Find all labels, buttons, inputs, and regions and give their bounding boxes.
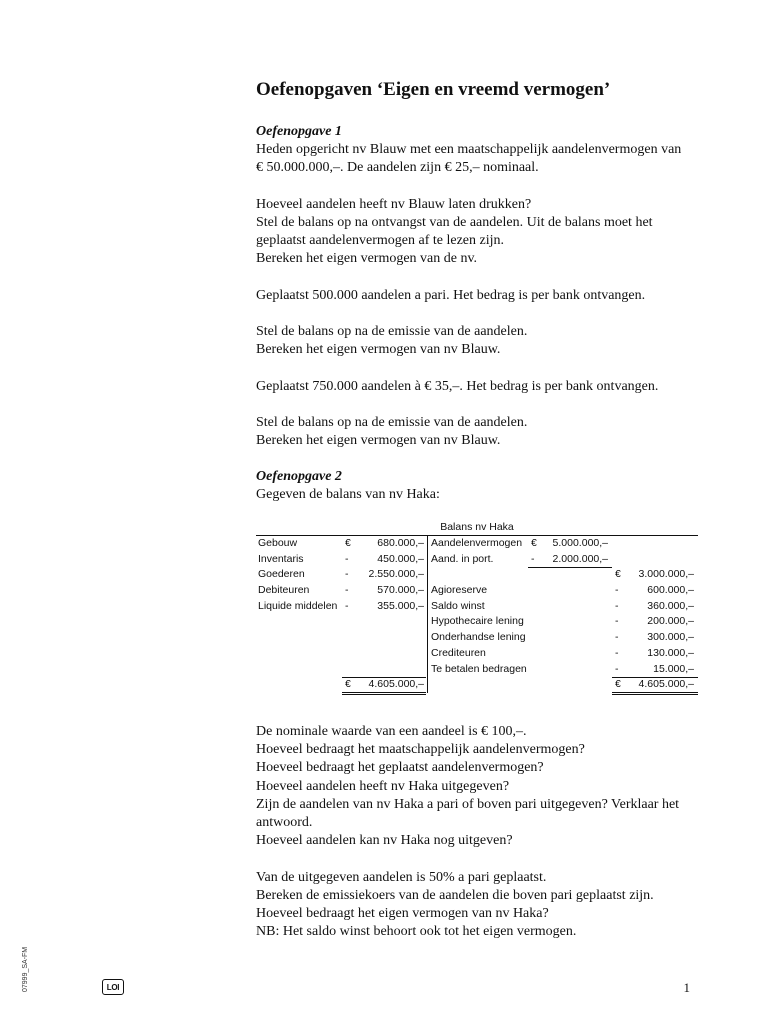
balance-cell-ramt2: 3.000.000,–: [638, 568, 694, 581]
balance-cell-rcur1: -: [531, 552, 535, 565]
balance-total-lamt: 4.605.000,–: [368, 678, 424, 691]
balance-cell-lcur: -: [345, 584, 349, 597]
loi-logo: LOI: [102, 979, 124, 995]
exercise-1-text-line: Bereken het eigen vermogen van de nv.: [256, 251, 478, 267]
balance-cell-rcur2: -: [615, 599, 619, 612]
balance-sheet-table: [256, 535, 698, 693]
balance-cell-lname: Gebouw: [258, 537, 298, 549]
exercise-2-text-line: Hoeveel bedraagt het eigen vermogen van nv Haka?: [256, 906, 549, 922]
exercise-1-text-line: Heden opgericht nv Blauw met een maatschappelijk aandelenvermogen van: [256, 142, 682, 158]
exercise-1-text-line: Geplaatst 750.000 aandelen à € 35,–. Het bedrag is per bank ontvangen.: [256, 378, 659, 394]
balance-row: [256, 536, 698, 552]
exercise-2-text-line: Hoeveel aandelen heeft nv Haka uitgegeven?: [256, 778, 510, 794]
exercise-2-text-line: Hoeveel bedraagt het maatschappelijk aandelenvermogen?: [256, 742, 585, 758]
balance-total-lcur: €: [345, 678, 351, 691]
balance-row: [256, 630, 698, 646]
total-rule-left: [342, 677, 426, 678]
balance-cell-lcur: €: [345, 537, 351, 549]
balance-cell-lcur: -: [345, 552, 349, 565]
balance-cell-lcur: -: [345, 568, 349, 581]
exercise-2-intro: Gegeven de balans van nv Haka:: [256, 487, 440, 503]
exercise-1-text-line: Stel de balans op na ontvangst van de aandelen. Uit de balans moet het: [256, 215, 653, 230]
balance-row: [256, 552, 698, 568]
total-rule-right: [612, 677, 698, 678]
balance-cell-lname: Goederen: [258, 568, 305, 581]
balance-cell-rcur1: €: [531, 537, 537, 549]
paragraph-gap: [256, 178, 706, 196]
page-title: Oefenopgaven ‘Eigen en vreemd vermogen’: [256, 79, 611, 100]
balance-row: [256, 599, 698, 615]
exercise-1-text-line: € 50.000.000,–. De aandelen zijn € 25,– nominaal.: [256, 160, 539, 176]
page-number: 1: [683, 980, 690, 995]
balance-sheet-title: Balans nv Haka: [440, 521, 514, 533]
balance-cell-rcur2: -: [615, 646, 619, 659]
balance-row: [256, 646, 698, 662]
double-rule-left: [342, 692, 426, 695]
exercise-1-text-line: Stel de balans op na de emissie van de aandelen.: [256, 324, 528, 340]
balance-cell-rcur2: -: [615, 584, 619, 597]
exercise-1-text-line: Hoeveel aandelen heeft nv Blauw laten drukken?: [256, 196, 532, 212]
balance-cell-rcur2: -: [615, 631, 619, 644]
paragraph-gap: [256, 305, 706, 323]
exercise-1-text-line: Geplaatst 500.000 aandelen a pari. Het bedrag is per bank ontvangen.: [256, 287, 646, 303]
balance-cell-rname: Hypothecaire lening: [431, 615, 524, 628]
balance-cell-lamt: 450.000,–: [377, 552, 424, 565]
balance-cell-rname: Onderhandse lening: [431, 631, 526, 644]
paragraph-gap: [256, 360, 706, 378]
balance-cell-lname: Liquide middelen: [258, 599, 338, 612]
exercise-2-text-line: Hoeveel aandelen kan nv Haka nog uitgeven?: [256, 833, 513, 849]
balance-cell-rname: Aandelenvermogen: [431, 537, 523, 549]
balance-cell-ramt2: 15.000,–: [653, 662, 694, 675]
exercise-2-text-line: antwoord.: [256, 815, 313, 831]
exercise-2-text-line: Zijn de aandelen van nv Haka a pari of boven pari uitgegeven? Verklaar het: [256, 796, 680, 812]
balance-cell-rname: Agioreserve: [431, 584, 488, 597]
exercise-2-text-line: Bereken de emissiekoers van de aandelen die boven pari geplaatst zijn.: [256, 887, 654, 903]
exercise-1-text-line: geplaatst aandelenvermogen af te lezen zijn.: [256, 233, 504, 249]
exercise-2-text-line: De nominale waarde van een aandeel is € 100,–.: [256, 724, 527, 739]
balance-row: [256, 567, 698, 583]
balance-row: [256, 614, 698, 630]
balance-cell-rcur2: -: [615, 615, 619, 628]
balance-row: [256, 583, 698, 599]
exercise-1-text-line: Bereken het eigen vermogen van nv Blauw.: [256, 342, 501, 358]
balance-cell-lamt: 680.000,–: [377, 537, 424, 549]
paragraph-gap: [256, 850, 706, 868]
balance-cell-lcur: -: [345, 599, 349, 612]
exercise-1-heading: Oefenopgave 1: [256, 124, 342, 139]
balance-cell-ramt1: 5.000.000,–: [552, 537, 608, 549]
balance-cell-ramt2: 600.000,–: [647, 584, 694, 597]
balance-row: [256, 662, 698, 678]
balance-cell-ramt1: 2.000.000,–: [552, 552, 608, 565]
balance-cell-rname: Crediteuren: [431, 646, 486, 659]
balance-cell-lamt: 355.000,–: [377, 599, 424, 612]
balance-cell-ramt2: 200.000,–: [647, 615, 694, 628]
balance-cell-rname: Te betalen bedragen: [431, 662, 527, 675]
balance-cell-rcur2: -: [615, 662, 619, 675]
balance-cell-lname: Debiteuren: [258, 584, 310, 597]
exercise-2-text-line: Van de uitgegeven aandelen is 50% a pari geplaatst.: [256, 869, 547, 885]
balance-cell-rcur2: €: [615, 568, 621, 581]
balance-sheet: [256, 521, 698, 693]
balance-total-rcur2: €: [615, 678, 621, 691]
exercise-2-text-line: Hoeveel bedraagt het geplaatst aandelenvermogen?: [256, 760, 544, 776]
balance-cell-ramt2: 360.000,–: [647, 599, 694, 612]
exercise-1-text-line: Bereken het eigen vermogen van nv Blauw.: [256, 433, 501, 449]
exercise-2-questions: [256, 723, 706, 941]
balance-cell-lamt: 2.550.000,–: [368, 568, 424, 581]
exercise-1-text-line: Stel de balans op na de emissie van de aandelen.: [256, 415, 528, 431]
exercise-2-text-line: NB: Het saldo winst behoort ook tot het eigen vermogen.: [256, 924, 577, 940]
paragraph-gap: [256, 396, 706, 414]
balance-cell-lamt: 570.000,–: [377, 584, 424, 597]
balance-cell-ramt2: 130.000,–: [647, 646, 694, 659]
balance-cell-rname: Aand. in port.: [431, 552, 494, 565]
exercise-1: [256, 123, 706, 451]
double-rule-right: [612, 692, 698, 695]
exercise-2-heading: Oefenopgave 2: [256, 469, 342, 484]
balance-cell-ramt2: 300.000,–: [647, 631, 694, 644]
exercise-2: [256, 468, 706, 504]
balance-total-ramt2: 4.605.000,–: [638, 678, 694, 691]
balance-cell-lname: Inventaris: [258, 552, 304, 565]
balance-total-row: [256, 677, 698, 693]
paragraph-gap: [256, 269, 706, 287]
document-code: 07999_SA-FM: [22, 946, 29, 992]
balance-cell-rname: Saldo winst: [431, 599, 485, 612]
